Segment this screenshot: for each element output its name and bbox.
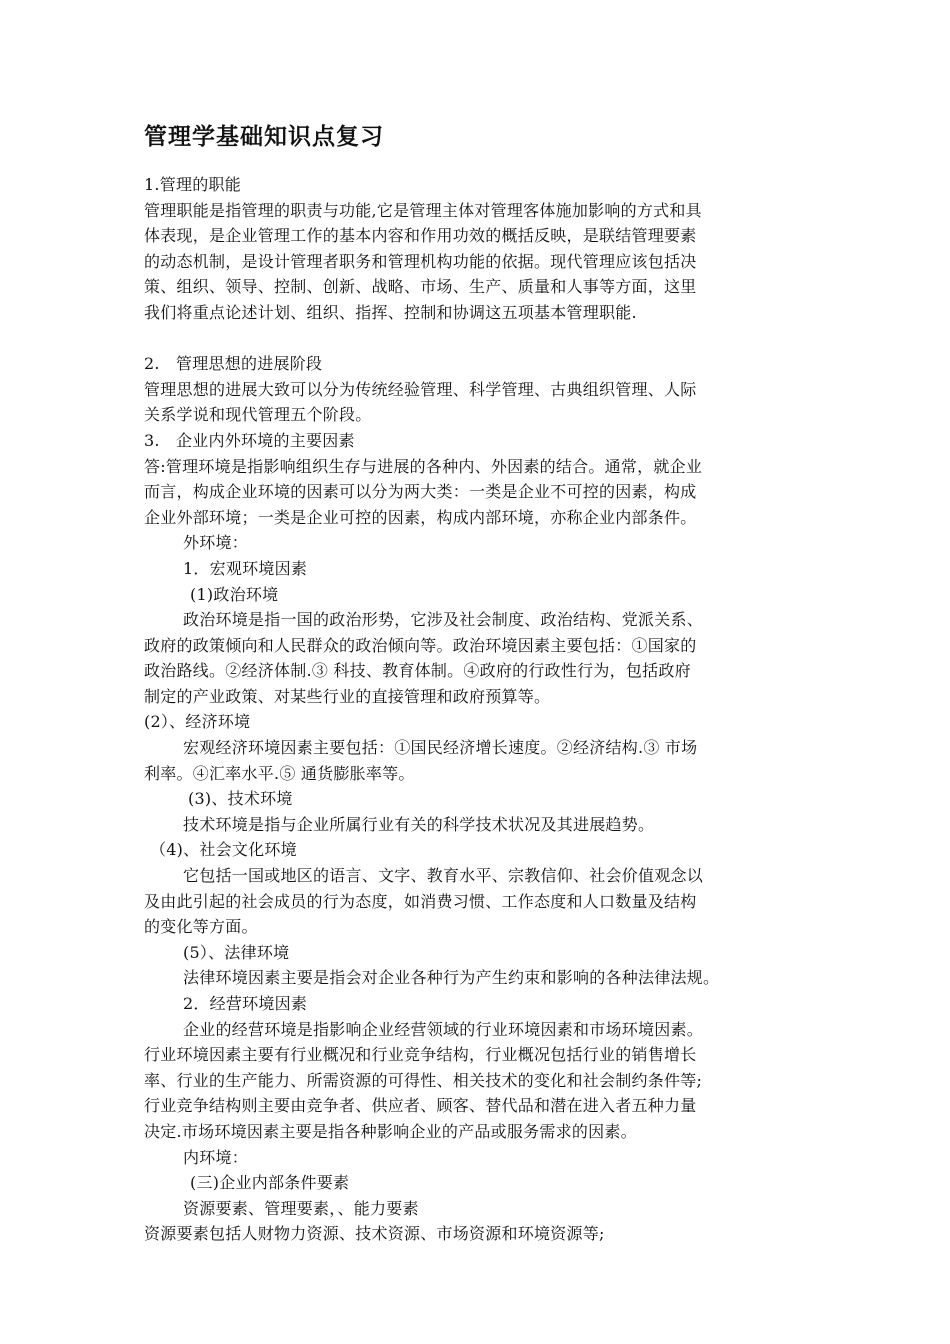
subsection-heading: 2．经营环境因素: [183, 994, 308, 1013]
paragraph-line: 法律环境因素主要是指会对企业各种行为产生约束和影响的各种法律法规。: [183, 968, 720, 988]
paragraph-line: 技术环境是指与企业所属行业有关的科学技术状况及其进展趋势。: [183, 814, 655, 834]
section-heading: 2. 管理思想的进展阶段: [144, 354, 323, 374]
subsection-heading: 外环境：: [183, 533, 249, 553]
paragraph-line: 及由此引起的社会成员的行为态度，如消费习惯、工作态度和人口数量及结构: [144, 891, 697, 911]
paragraph-line: 行业环境因素主要有行业概况和行业竞争结构，行业概况包括行业的销售增长: [144, 1045, 697, 1065]
subsection-heading: (3)、技术环境: [188, 789, 293, 809]
paragraph-line: 的变化等方面。: [144, 917, 258, 937]
paragraph-line: 答:管理环境是指影响组织生存与进展的各种内、外因素的结合。通常，就企业: [144, 456, 703, 476]
paragraph-line: 它包括一国或地区的语言、文字、教育水平、宗教信仰、社会价值观念以: [183, 866, 704, 886]
section-heading: 1.管理的职能: [144, 175, 242, 194]
paragraph-line: 而言，构成企业环境的因素可以分为两大类：一类是企业不可控的因素，构成: [144, 482, 697, 502]
subsection-heading: (三)企业内部条件要素: [190, 1173, 350, 1193]
paragraph-line: 体表现，是企业管理工作的基本内容和作用功效的概括反映，是联结管理要素: [144, 226, 697, 246]
subsection-heading: (2）、经济环境: [144, 712, 251, 732]
subsection-heading: 内环境：: [183, 1147, 249, 1167]
paragraph-line: 资源要素、管理要素，、能力要素: [183, 1198, 419, 1218]
page-title: 管理学基础知识点复习: [144, 124, 384, 150]
paragraph-line: 行业竞争结构则主要由竞争者、供应者、顾客、替代品和潜在进入者五种力量: [144, 1096, 697, 1116]
paragraph-line: 管理思想的进展大致可以分为传统经验管理、科学管理、古典组织管理、人际: [144, 379, 697, 399]
paragraph-line: 资源要素包括人财物力资源、技术资源、市场资源和环境资源等;: [144, 1224, 605, 1244]
paragraph-line: 的动态机制，是设计管理者职务和管理机构功能的依据。现代管理应该包括决: [144, 251, 697, 271]
paragraph-line: 政治路线。②经济体制.③ 科技、教育体制。④政府的行政性行为，包括政府: [144, 661, 691, 681]
paragraph-line: 宏观经济环境因素主要包括：①国民经济增长速度。②经济结构.③ 市场: [183, 738, 698, 758]
paragraph-line: 制定的产业政策、对某些行业的直接管理和政府预算等。: [144, 686, 551, 706]
section-heading: 3. 企业内外环境的主要因素: [144, 430, 355, 450]
paragraph-line: 策、组织、领导、控制、创新、战略、市场、生产、质量和人事等方面，这里: [144, 277, 697, 297]
paragraph-line: 政治环境是指一国的政治形势，它涉及社会制度、政治结构、党派关系、: [183, 610, 704, 630]
paragraph-line: 我们将重点论述计划、组织、指挥、控制和协调这五项基本管理职能.: [144, 302, 637, 322]
subsection-heading: (1)政治环境: [190, 584, 279, 604]
paragraph-line: 政府的政策倾向和人民群众的政治倾向等。政治环境因素主要包括：①国家的: [144, 635, 697, 655]
paragraph-line: 关系学说和现代管理五个阶段。: [144, 405, 372, 425]
paragraph-line: 利率。④汇率水平.⑤ 通货膨胀率等。: [144, 763, 415, 783]
paragraph-line: 企业外部环境；一类是企业可控的因素，构成内部环境，亦称企业内部条件。: [144, 507, 697, 527]
subsection-heading: 1．宏观环境因素: [183, 558, 308, 578]
blank-line: [144, 326, 824, 352]
subsection-heading: (5）、法律环境: [183, 942, 290, 962]
paragraph-line: 管理职能是指管理的职责与功能,它是管理主体对管理客体施加影响的方式和具: [144, 200, 702, 220]
paragraph-line: 决定.市场环境因素主要是指各种影响企业的产品或服务需求的因素。: [144, 1121, 637, 1141]
subsection-heading: （4)、社会文化环境: [150, 840, 297, 860]
document-body: [144, 122, 824, 1247]
paragraph-line: 率、行业的生产能力、所需资源的可得性、相关技术的变化和社会制约条件等;: [144, 1070, 703, 1090]
paragraph-line: 企业的经营环境是指影响企业经营领域的行业环境因素和市场环境因素。: [183, 1019, 704, 1039]
